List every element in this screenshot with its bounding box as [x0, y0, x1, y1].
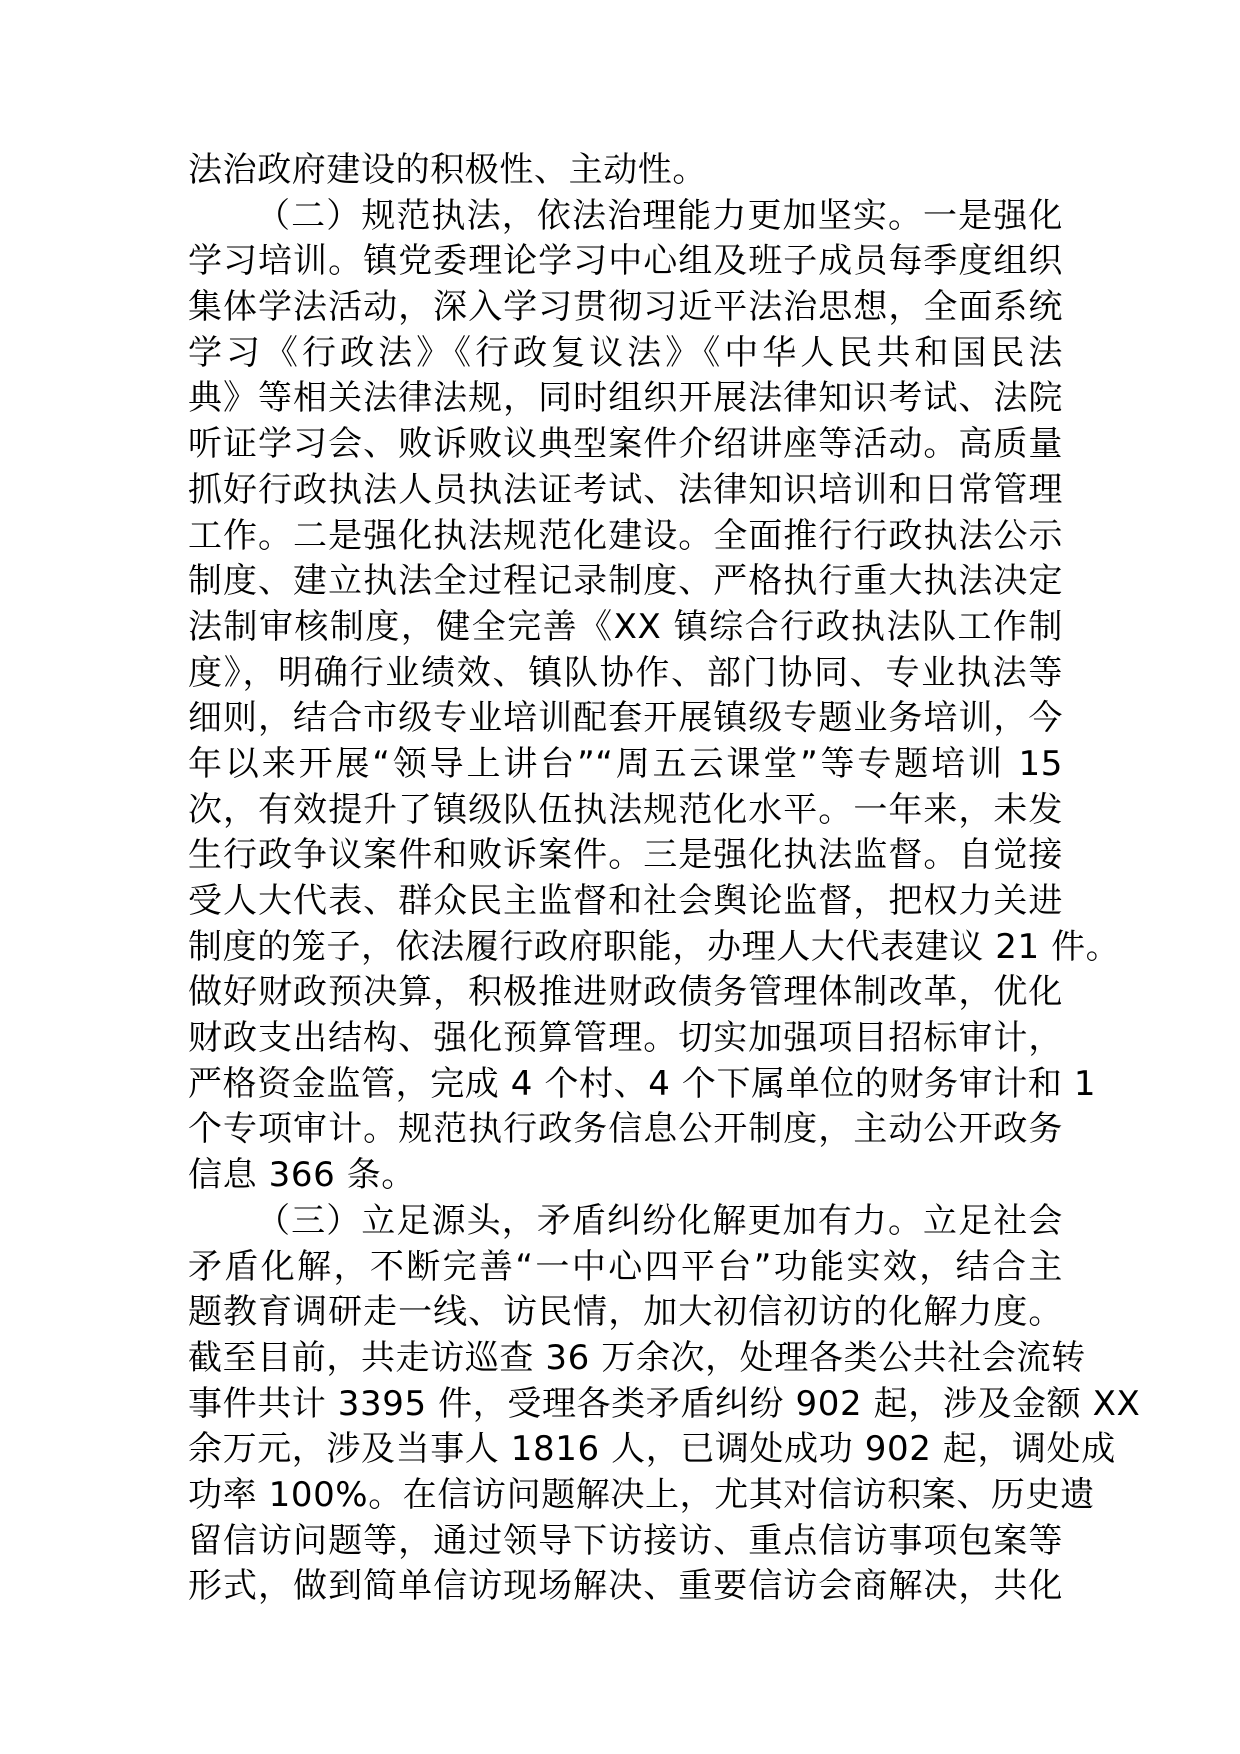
- text-line: 法制审核制度，健全完善《XX 镇综合行政执法队工作制: [188, 606, 1063, 647]
- text-line: 工作。二是强化执法规范化建设。全面推行行政执法公示: [188, 515, 1063, 556]
- text-line: 余万元，涉及当事人 1816 人，已调处成功 902 起，调处成: [188, 1429, 1116, 1470]
- text-line: 事件共计 3395 件，受理各类矛盾纠纷 902 起，涉及金额 XX: [188, 1383, 1141, 1424]
- text-line: 制度、建立执法全过程记录制度、严格执行重大执法决定: [188, 561, 1063, 602]
- document-body-text: [188, 148, 1141, 1610]
- text-line: 制度的笼子，依法履行政府职能，办理人大代表建议 21 件。: [188, 926, 1121, 967]
- text-line: 个专项审计。规范执行政务信息公开制度，主动公开政务: [188, 1109, 1063, 1150]
- text-line: 信息 366 条。: [188, 1155, 416, 1196]
- paragraph-first-line: （三）立足源头，矛盾纠纷化解更加有力。立足社会: [256, 1200, 1063, 1241]
- text-line: 矛盾化解，不断完善“一中心四平台”功能实效，结合主: [188, 1246, 1063, 1287]
- text-line: 形式，做到简单信访现场解决、重要信访会商解决，共化: [188, 1566, 1063, 1607]
- text-line: 年以来开展“领导上讲台”“周五云课堂”等专题培训 15: [188, 743, 1063, 784]
- text-line: 典》等相关法律法规，同时组织开展法律知识考试、法院: [188, 378, 1063, 419]
- text-line: 度》，明确行业绩效、镇队协作、部门协同、专业执法等: [188, 652, 1063, 693]
- text-line: 题教育调研走一线、访民情，加大初信初访的化解力度。: [188, 1292, 1063, 1333]
- text-line: 抓好行政执法人员执法证考试、法律知识培训和日常管理: [188, 469, 1063, 510]
- text-line: 受人大代表、群众民主监督和社会舆论监督，把权力关进: [188, 881, 1063, 921]
- text-line: 功率 100%。在信访问题解决上，尤其对信访积案、历史遗: [188, 1474, 1095, 1515]
- text-line: 严格资金监管，完成 4 个村、4 个下属单位的财务审计和 1: [188, 1063, 1097, 1104]
- text-line: 集体学法活动，深入学习贯彻习近平法治思想，全面系统: [188, 287, 1063, 328]
- text-line: 留信访问题等，通过领导下访接访、重点信访事项包案等: [188, 1520, 1063, 1561]
- text-line: 听证学习会、败诉败议典型案件介绍讲座等活动。高质量: [188, 424, 1063, 465]
- text-line: 截至目前，共走访巡查 36 万余次，处理各类公共社会流转: [188, 1337, 1086, 1378]
- text-line: 次，有效提升了镇级队伍执法规范化水平。一年来，未发: [188, 789, 1063, 830]
- text-line: 学习培训。镇党委理论学习中心组及班子成员每季度组织: [188, 241, 1063, 282]
- text-line: 学习《行政法》《行政复议法》《中华人民共和国民法: [188, 332, 1063, 373]
- text-line: 细则，结合市级专业培训配套开展镇级专题业务培训，今: [188, 698, 1063, 739]
- text-line: 法治政府建设的积极性、主动性。: [188, 150, 707, 190]
- text-line: 财政支出结构、强化预算管理。切实加强项目招标审计，: [188, 1018, 1063, 1059]
- text-line: 做好财政预决算，积极推进财政债务管理体制改革，优化: [188, 972, 1063, 1013]
- text-line: 生行政争议案件和败诉案件。三是强化执法监督。自觉接: [188, 835, 1063, 876]
- paragraph-first-line: （二）规范执法，依法治理能力更加坚实。一是强化: [256, 195, 1063, 236]
